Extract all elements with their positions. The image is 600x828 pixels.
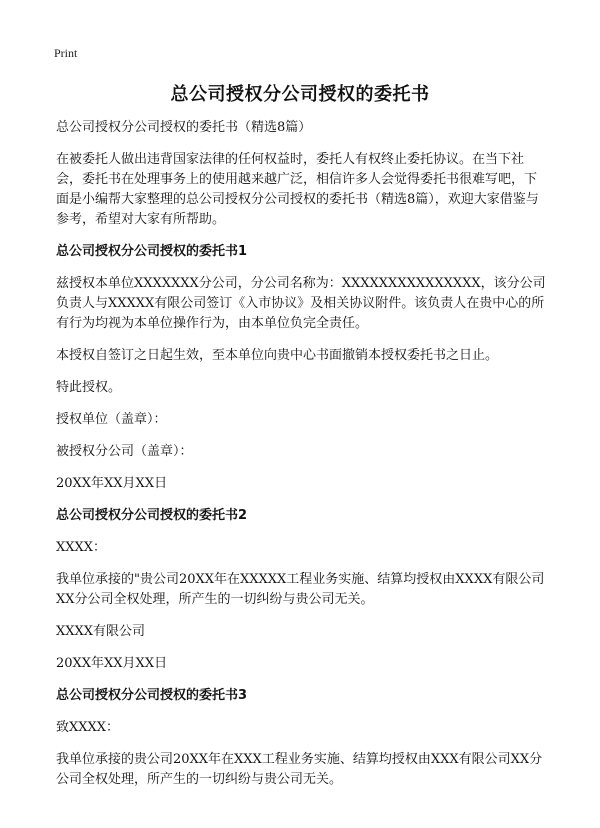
section-paragraph: XXXX： (56, 540, 107, 555)
section-paragraph: 被授权分公司（盖章）： (56, 444, 193, 459)
section-date: 20XX年XX月XX日 (56, 656, 168, 671)
section-paragraph: XXXX有限公司 (56, 624, 146, 639)
section-paragraph: 我单位承接的"贵公司20XX年在XXXXX工程业务实施、结算均授权由XXXX有限公司XX分公司全权处理，所产生的一切纠纷与贵公司无关。 (56, 572, 545, 607)
section-paragraph: 特此授权。 (56, 380, 122, 395)
section-paragraph: 致XXXX： (56, 720, 120, 735)
section-paragraph: 我单位承接的贵公司20XX年在XXX工程业务实施、结算均授权由XXX有限公司XX分公司全权处理，所产生的一切纠纷与贵公司无关。 (56, 752, 543, 787)
section-2 (56, 506, 548, 674)
section-heading: 总公司授权分公司授权的委托书3 (56, 688, 248, 703)
section-paragraph: 兹授权本单位XXXXXXX分公司，分公司名称为：XXXXXXXXXXXXXXX，该分公司负责人与XXXXX有限公司签订《入市协议》及相关协议附件。该负责人在贵中心的所有行为均视为本单位操作行为，由本单位负完全责任。 (56, 276, 546, 331)
document-subtitle: 总公司授权分公司授权的委托书（精选8篇） (56, 120, 312, 135)
section-1 (56, 242, 548, 494)
section-heading: 总公司授权分公司授权的委托书2 (56, 508, 248, 523)
section-paragraph: 授权单位（盖章）： (56, 412, 167, 427)
section-date: 20XX年XX月XX日 (56, 476, 168, 491)
section-heading: 总公司授权分公司授权的委托书1 (56, 244, 248, 259)
intro-paragraph: 在被委托人做出违背国家法律的任何权益时，委托人有权终止委托协议。在当下社会，委托书在处理事务上的使用越来越广泛，相信许多人会觉得委托书很难写吧，下面是小编帮大家整理的总公司授权分公司授权的委托书（精选8篇），欢迎大家借鉴与参考，希望对大家有所帮助。 (56, 152, 539, 227)
section-3 (56, 686, 548, 790)
section-paragraph: 本授权自签订之日起生效，至本单位向贵中心书面撤销本授权委托书之日止。 (56, 348, 499, 363)
print-link[interactable]: Print (54, 46, 78, 60)
document-body (56, 118, 548, 802)
document-title: 总公司授权分公司授权的委托书 (170, 84, 430, 105)
